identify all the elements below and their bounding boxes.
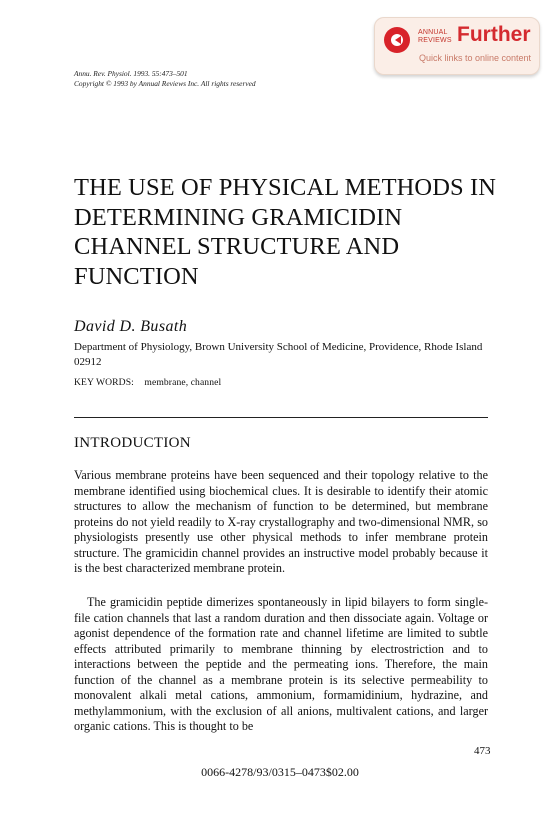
copyright-line: Copyright © 1993 by Annual Reviews Inc. All rights reserved [74,79,256,88]
section-heading: INTRODUCTION [74,435,191,451]
badge-further-label: Further [457,23,531,46]
journal-citation [74,69,256,89]
badge-subtitle: Quick links to online content [419,53,532,63]
body-paragraph: Various membrane proteins have been sequenced and their topology relative to the membrane identified using biochemical clues. It is desirable to identify their atomic structures to allow the mechanism of function to be determined, but membrane proteins do not yield readily to X-ray crystallography and two-dimensional NMR, so physiologists presently use other physical methods to infer membrane protein structure. The gramicidin channel provides an instructive model probably because it is the best characterized membrane protein. [74,468,488,576]
keywords-value: membrane, channel [144,377,222,388]
keywords [74,377,221,388]
badge-annual-reviews-label: ANNUAL REVIEWS [418,29,452,44]
article-title: THE USE OF PHYSICAL METHODS IN DETERMINING GRAMICIDIN CHANNEL STRUCTURE AND FUNCTION [74,174,497,290]
author-affiliation: Department of Physiology, Brown University School of Medicine, Providence, Rhode Island 02912 [74,341,483,368]
body-paragraph: The gramicidin peptide dimerizes spontaneously in lipid bilayers to form single-file cation channels that last a random duration and then dissociate again. Voltage or agonist dependence of the formation rate and channel lifetime are limited to subtle effects attributed primarily to membrane thinning by electrostriction and to interactions between the peptide and the permeating ions. Therefore, the main function of the channel as a membrane protein is its selective permeability to monovalent alkali metal cations, ammonium, formamidinium, hydrazine, and methylammonium, with the exclusion of all anions, multivalent cations, and larger organic cations. This is thought to be [74,595,488,734]
citation-line: Annu. Rev. Physiol. 1993. 55:473–501 [74,69,188,78]
keywords-label: KEY WORDS: [74,377,134,388]
further-links-badge[interactable] [374,17,540,75]
section-divider [74,417,488,418]
annual-reviews-logo-icon [384,27,410,53]
page-number: 473 [474,745,491,757]
footer-code: 0066-4278/93/0315–0473$02.00 [201,765,359,779]
author-name: David D. Busath [74,318,188,335]
